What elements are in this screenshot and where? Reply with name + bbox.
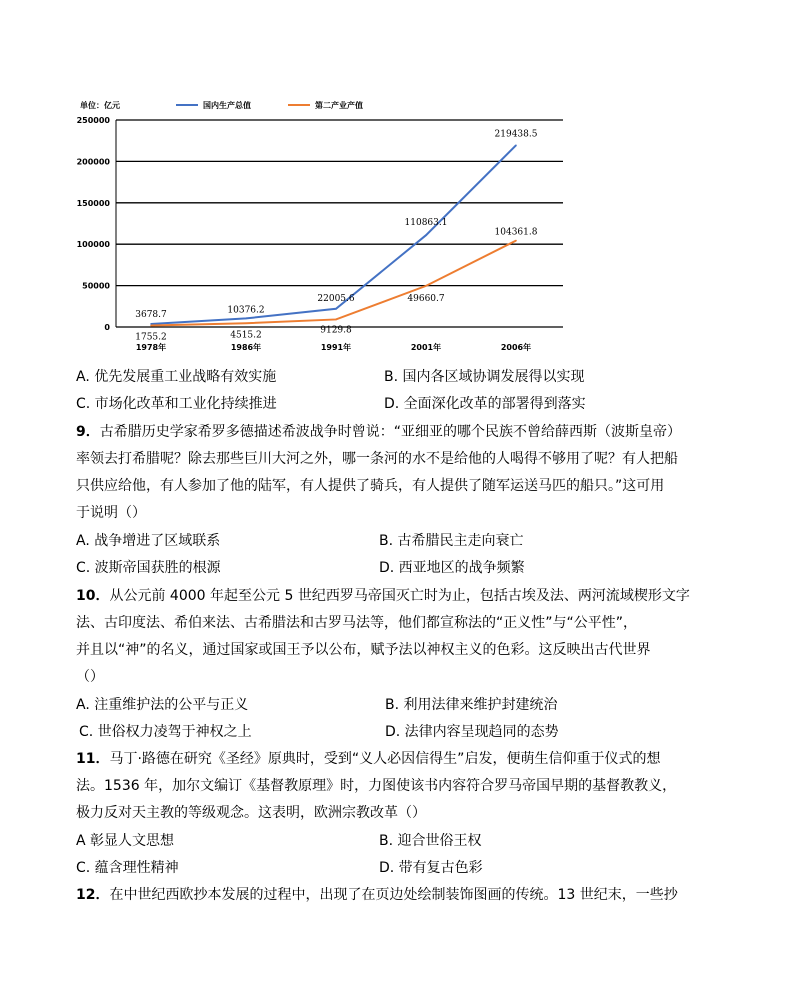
data-label: 4515.2 <box>230 330 262 341</box>
y-tick-label: 0 <box>104 323 110 332</box>
y-tick-label: 200000 <box>76 157 110 167</box>
data-point <box>245 318 247 320</box>
y-tick-label: 100000 <box>76 240 110 250</box>
data-point <box>335 319 337 321</box>
data-point <box>515 145 517 147</box>
data-point <box>150 323 152 325</box>
q11-option-b: B. 迎合世俗王权 <box>379 833 482 849</box>
q8-option-b: B. 国内各区域协调发展得以实现 <box>384 369 585 385</box>
y-axis-unit-label: 单位：亿元 <box>80 101 120 110</box>
data-point <box>425 234 427 236</box>
data-label: 10376.2 <box>227 305 265 316</box>
q8-option-d: D. 全面深化改革的部署得到落实 <box>384 396 586 412</box>
q12-stem-line-1 <box>76 885 678 905</box>
data-point <box>150 325 152 327</box>
q11-option-c: C. 蕴含理性精神 <box>76 860 179 876</box>
data-point <box>515 240 517 242</box>
q10-stem-line-3: 并且以“神”的名义，通过国家或国王予以公布，赋予法以神权主义的色彩。这反映出古代世界 <box>76 642 651 658</box>
q10-stem-line-4: （） <box>76 669 104 685</box>
data-label: 1755.2 <box>135 332 167 343</box>
q10-number: 10． <box>76 588 110 604</box>
data-point <box>245 322 247 324</box>
legend-label: 第二产业产值 <box>315 101 363 110</box>
q9-number: 9． <box>76 424 100 440</box>
q9-stem-line-2: 率领去打希腊呢？除去那些巨川大河之外，哪一条河的水不是给他的人喝得不够用了呢？有人把船 <box>76 451 678 467</box>
data-label: 49660.7 <box>407 293 445 304</box>
q11-stem-line-3: 极力反对天主教的等级观念。这表明，欧洲宗教改革（） <box>76 805 426 821</box>
q10-stem-line-2: 法、古印度法、希伯来法、古希腊法和古罗马法等，他们都宣称法的“正义性”与“公平性”， <box>76 615 638 631</box>
q12-number: 12． <box>76 887 110 903</box>
q11-option-d: D. 带有复古色彩 <box>379 860 483 876</box>
chart-legend <box>176 100 363 110</box>
gdp-line-chart <box>66 90 586 365</box>
q9-text-1: 古希腊历史学家希罗多德描述希波战争时曾说：“亚细亚的哪个民族不曾给薛西斯（波斯皇帝） <box>99 424 682 440</box>
x-tick-label: 1991年 <box>320 343 352 352</box>
data-label: 22005.6 <box>317 293 355 304</box>
x-tick-label: 1986年 <box>230 343 262 352</box>
x-tick-label: 1978年 <box>135 343 167 352</box>
q8-option-a: A. 优先发展重工业战略有效实施 <box>76 369 277 385</box>
q8-option-c: C. 市场化改革和工业化持续推进 <box>76 396 277 412</box>
q10-option-d: D. 法律内容呈现趋同的态势 <box>385 724 559 740</box>
data-label: 219438.5 <box>494 129 538 140</box>
x-tick-label: 2001年 <box>410 343 442 352</box>
data-label: 9129.8 <box>320 325 352 336</box>
data-label: 110863.1 <box>404 218 448 229</box>
q12-text-1: 在中世纪西欧抄本发展的过程中，出现了在页边处绘制装饰图画的传统。13 世纪末，一些抄 <box>109 887 678 903</box>
q11-text-1: 马丁·路德在研究《圣经》原典时，受到“义人必因信得生”启发，便萌生信仰重于仪式的想 <box>109 751 661 767</box>
legend-label: 国内生产总值 <box>203 101 251 110</box>
q9-stem-line-4: 于说明（） <box>76 505 146 521</box>
data-point <box>335 308 337 310</box>
q10-option-b: B. 利用法律来维护封建统治 <box>385 697 558 713</box>
q11-stem-line-1 <box>76 749 660 769</box>
y-axis-ticks <box>77 116 111 332</box>
q11-number: 11． <box>76 751 110 767</box>
q10-option-c: C. 世俗权力凌驾于神权之上 <box>79 724 252 740</box>
q10-stem-line-1 <box>76 586 690 606</box>
q9-stem-line-1 <box>76 422 681 442</box>
x-tick-label: 2006年 <box>500 343 532 352</box>
y-tick-label: 50000 <box>82 281 110 291</box>
y-tick-label: 150000 <box>76 198 110 208</box>
data-point <box>425 285 427 287</box>
q9-option-b: B. 古希腊民主走向衰亡 <box>379 533 524 549</box>
q11-stem-line-2: 法。1536 年，加尔文编订《基督教原理》时，力图使该书内容符合罗马帝国早期的基督教教义， <box>76 778 677 794</box>
data-label: 3678.7 <box>135 309 167 320</box>
q9-option-c: C. 波斯帝国获胜的根源 <box>76 560 221 576</box>
data-label: 104361.8 <box>494 227 538 238</box>
y-tick-label: 250000 <box>76 116 110 125</box>
q10-option-a: A. 注重维护法的公平与正义 <box>76 697 249 713</box>
q9-option-a: A. 战争增进了区域联系 <box>76 533 221 549</box>
q9-option-d: D. 西亚地区的战争频繁 <box>379 560 525 576</box>
q10-text-1: 从公元前 4000 年起至公元 5 世纪西罗马帝国灭亡时为止，包括古埃及法、两河流域楔形文字 <box>109 588 690 604</box>
q11-option-a: A 彰显人文思想 <box>76 833 175 849</box>
q9-stem-line-3: 只供应给他，有人参加了他的陆军，有人提供了骑兵，有人提供了随军运送马匹的船只。”这可用 <box>76 478 665 494</box>
series-line-secondary-industry <box>151 241 516 326</box>
x-axis-ticks <box>136 342 531 352</box>
